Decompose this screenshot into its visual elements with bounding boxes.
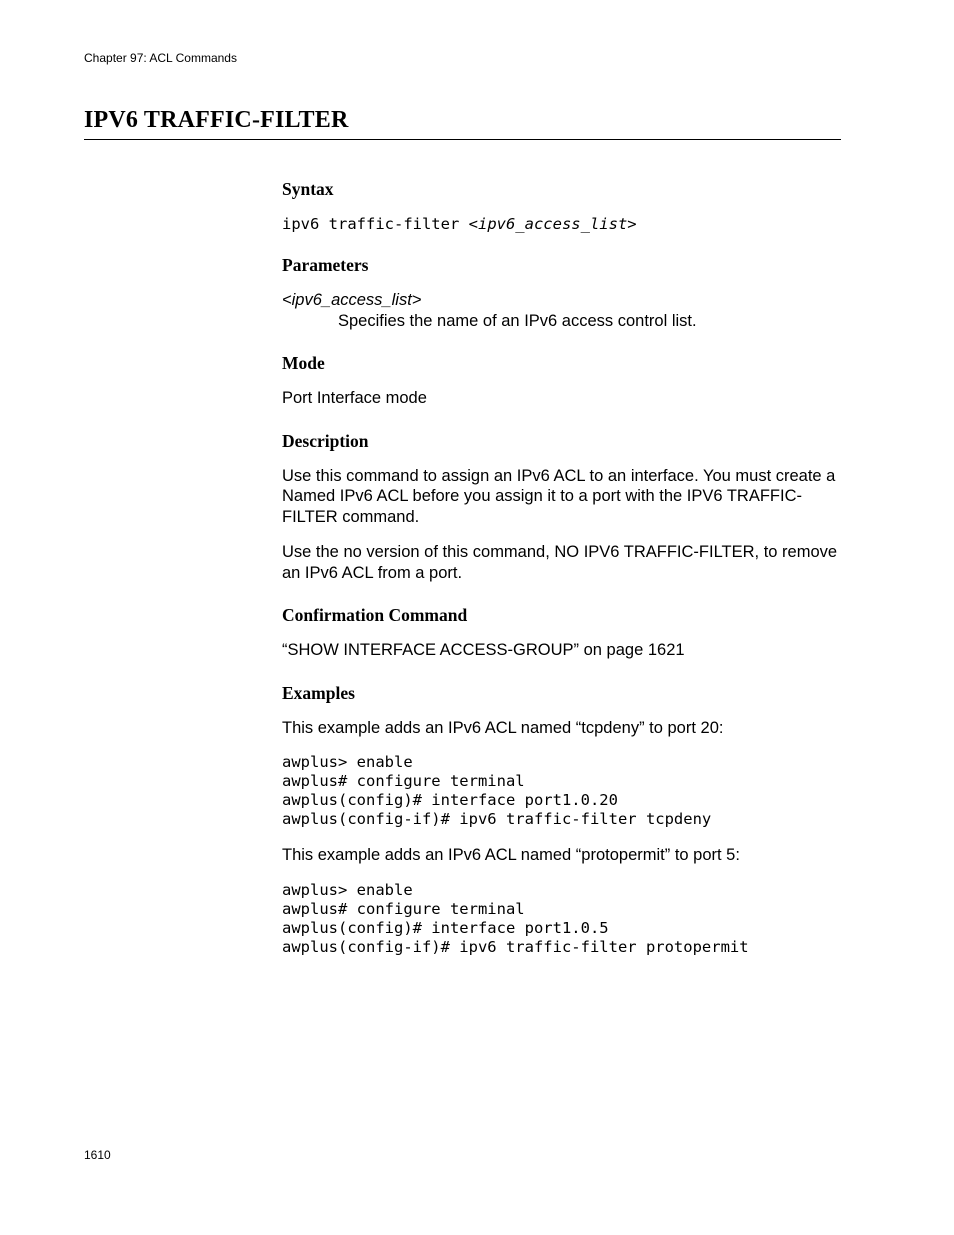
examples-heading: Examples xyxy=(282,682,355,703)
parameters-section xyxy=(282,254,842,331)
description-heading: Description xyxy=(282,430,369,451)
code-line: awplus(config-if)# ipv6 traffic-filter protopermit xyxy=(282,937,749,956)
code-line: awplus(config-if)# ipv6 traffic-filter tcpdeny xyxy=(282,810,712,828)
example-code-block xyxy=(282,753,842,829)
parameter-name: <ipv6_access_list> xyxy=(282,291,422,309)
examples-section xyxy=(282,682,842,957)
syntax-lt: < xyxy=(468,215,478,233)
confirmation-section xyxy=(282,604,842,661)
confirmation-link[interactable]: “SHOW INTERFACE ACCESS-GROUP” on page 1621 xyxy=(282,641,685,659)
syntax-heading: Syntax xyxy=(282,179,334,199)
example-intro: This example adds an IPv6 ACL named “tcpdeny” to port 20: xyxy=(282,718,724,737)
syntax-command-text: ipv6 traffic-filter xyxy=(282,215,469,233)
code-line: awplus# configure terminal xyxy=(282,899,525,918)
confirmation-heading: Confirmation Command xyxy=(282,605,468,625)
code-line: awplus# configure terminal xyxy=(282,772,525,790)
example-intro: This example adds an IPv6 ACL named “protopermit” to port 5: xyxy=(282,846,740,864)
syntax-section xyxy=(282,178,842,234)
parameter-description: Specifies the name of an IPv6 access control list. xyxy=(338,311,697,330)
code-line: awplus(config)# interface port1.0.5 xyxy=(282,918,609,937)
command-content xyxy=(282,178,842,973)
page-title: IPV6 TRAFFIC-FILTER xyxy=(84,104,841,140)
code-line: awplus> enable xyxy=(282,753,413,771)
page-number: 1610 xyxy=(84,1148,111,1162)
syntax-param: ipv6_access_list xyxy=(477,215,628,233)
mode-section xyxy=(282,352,842,409)
mode-heading: Mode xyxy=(282,353,325,373)
parameters-heading: Parameters xyxy=(282,255,369,275)
description-paragraph: Use this command to assign an IPv6 ACL to an interface. You must create a Named IPv6 ACL before you assign it to a port with the IPV6 TRAFFIC-FILTER command. xyxy=(282,466,836,526)
code-line: awplus> enable xyxy=(282,880,413,899)
example-code-block xyxy=(282,881,842,957)
mode-text: Port Interface mode xyxy=(282,389,427,407)
description-section xyxy=(282,430,842,584)
running-head: Chapter 97: ACL Commands xyxy=(84,51,237,65)
code-line: awplus(config)# interface port1.0.20 xyxy=(282,791,618,809)
syntax-gt: > xyxy=(627,215,637,233)
syntax-command xyxy=(282,214,842,234)
description-paragraph: Use the no version of this command, NO IPV6 TRAFFIC-FILTER, to remove an IPv6 ACL from a port. xyxy=(282,543,838,582)
